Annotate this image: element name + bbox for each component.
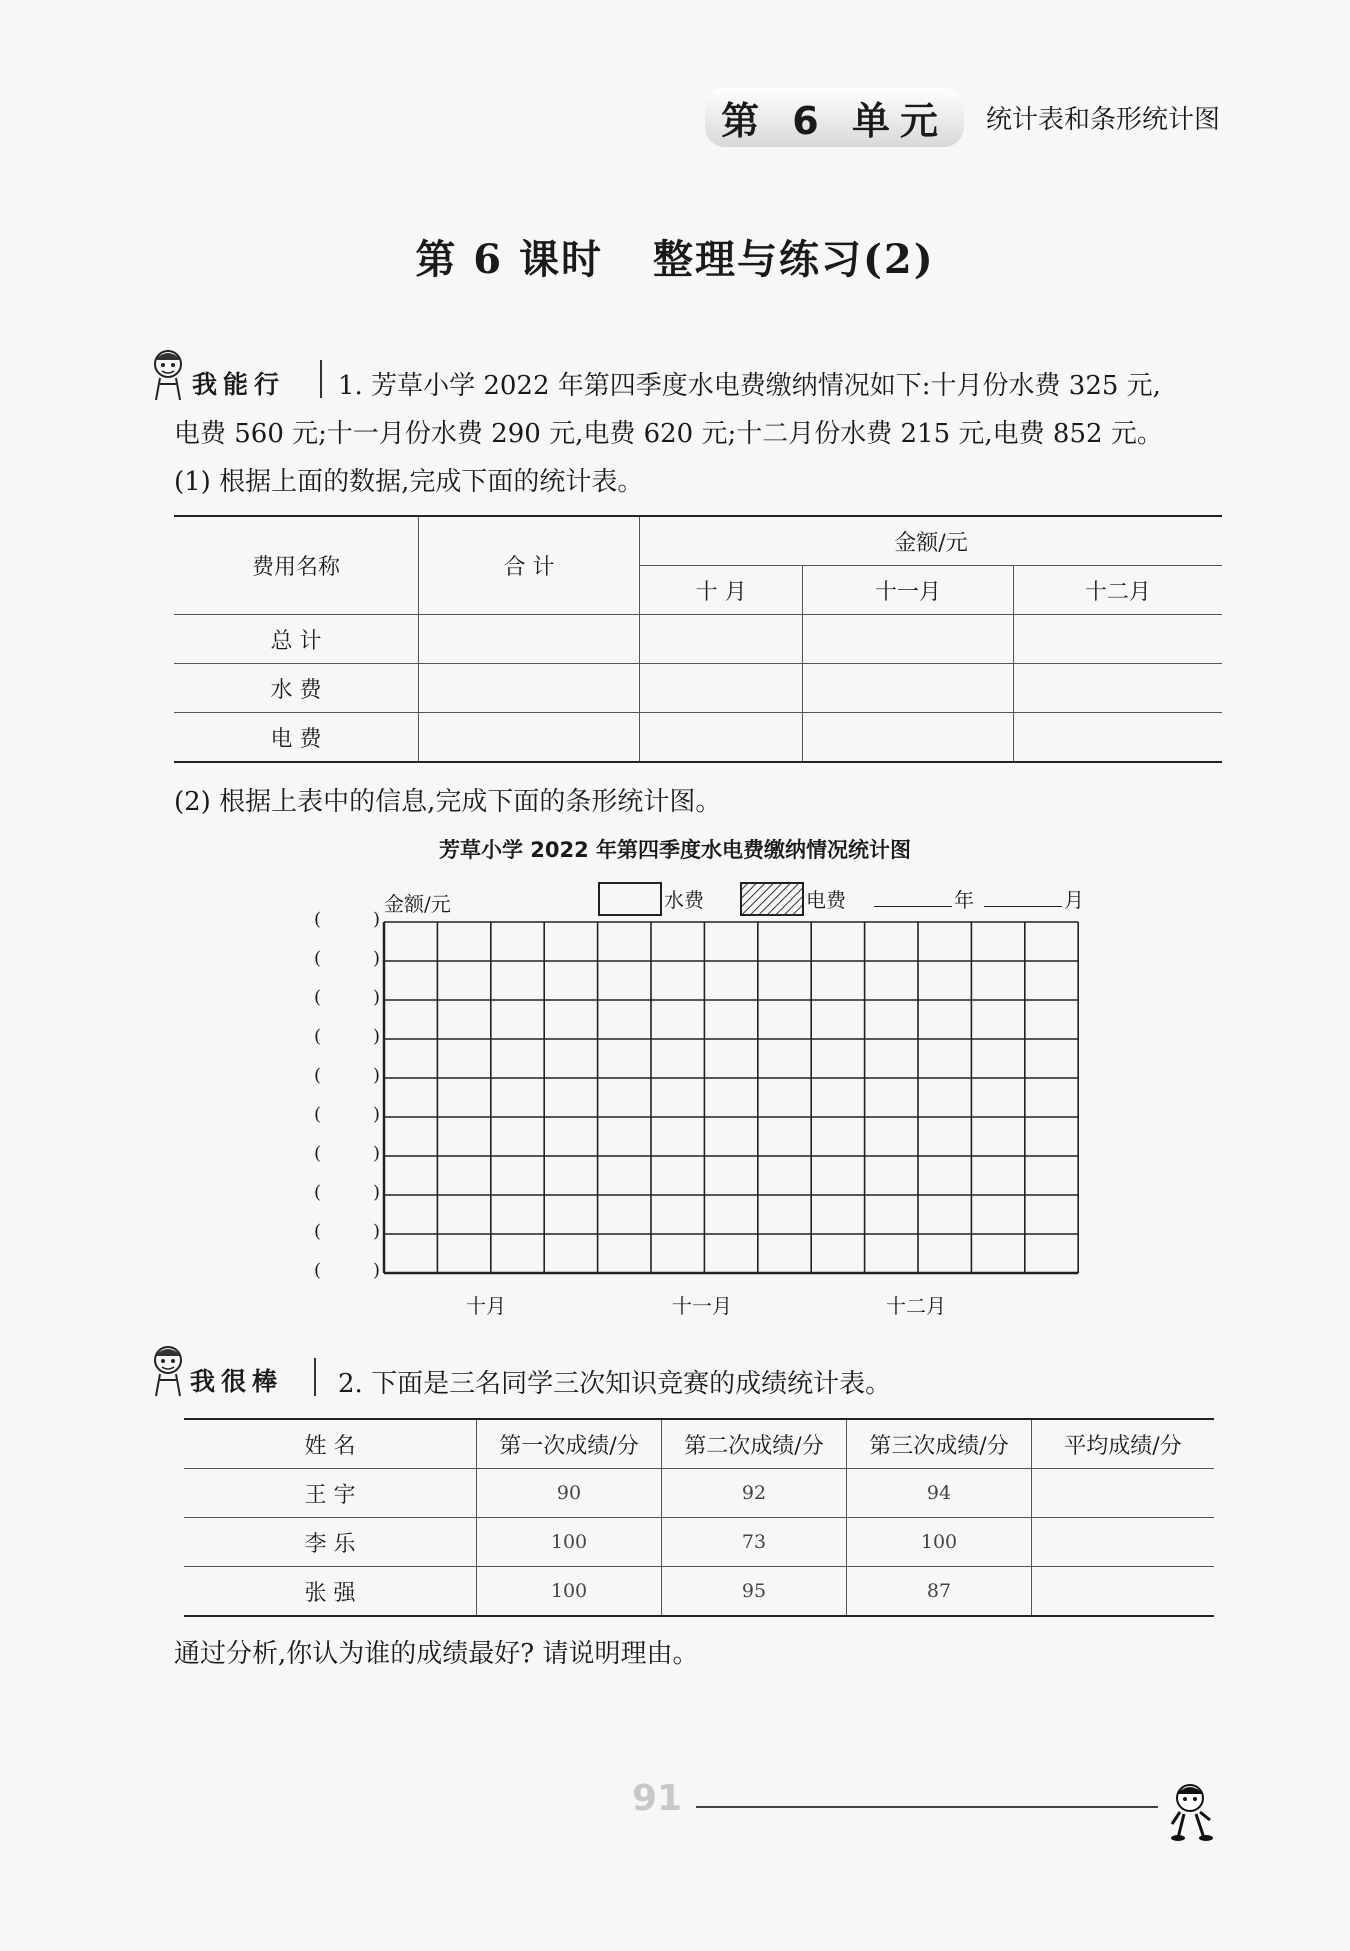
question1-part2: (2) 根据上表中的信息,完成下面的条形统计图。 — [174, 787, 722, 817]
y-tick-blank[interactable]: ( ) — [314, 1221, 380, 1242]
y-tick-blank[interactable]: ( ) — [314, 1182, 380, 1203]
y-tick-blank[interactable]: ( ) — [314, 948, 380, 969]
average-cell[interactable] — [1032, 1469, 1215, 1518]
question2-followup: 通过分析,你认为谁的成绩最好? 请说明理由。 — [174, 1639, 699, 1669]
empty-cell[interactable] — [803, 615, 1013, 664]
score-header: 第三次成绩/分 — [847, 1419, 1032, 1469]
question1-line2: 电费 560 元;十一月份水费 290 元,电费 620 元;十二月份水费 215 元,电费 852 元。 — [174, 419, 1163, 449]
student-name: 张 强 — [184, 1567, 477, 1617]
empty-cell[interactable] — [1013, 713, 1222, 763]
average-cell[interactable] — [1032, 1518, 1215, 1567]
empty-cell[interactable] — [1013, 664, 1222, 713]
x-label: 十一月 — [672, 1294, 732, 1318]
y-tick-blank[interactable]: ( ) — [314, 1104, 380, 1125]
month-header: 十 月 — [640, 566, 803, 615]
y-tick-blank[interactable]: ( ) — [314, 1260, 380, 1281]
score-cell: 73 — [662, 1518, 847, 1567]
row-label: 电 费 — [174, 713, 419, 763]
month-header: 十一月 — [803, 566, 1013, 615]
y-tick-blank[interactable]: ( ) — [314, 909, 380, 930]
empty-cell[interactable] — [803, 713, 1013, 763]
score-header: 姓 名 — [184, 1419, 477, 1469]
empty-cell[interactable] — [419, 615, 640, 664]
score-cell: 90 — [477, 1469, 662, 1518]
empty-cell[interactable] — [803, 664, 1013, 713]
unit-banner — [705, 92, 1220, 142]
row-label: 水 费 — [174, 664, 419, 713]
chart-title: 芳草小学 2022 年第四季度水电费缴纳情况统计图 — [438, 838, 912, 862]
score-cell: 95 — [662, 1567, 847, 1617]
score-cell: 94 — [847, 1469, 1032, 1518]
lesson-number: 第 6 课时 — [415, 236, 603, 283]
chart-grid — [380, 918, 1082, 1282]
x-label: 十二月 — [886, 1294, 946, 1318]
mascot-icon — [146, 1340, 190, 1398]
fee-table — [174, 515, 1222, 763]
chart-ylabel: 金额/元 — [384, 892, 451, 916]
question1-line1: 1. 芳草小学 2022 年第四季度水电费缴纳情况如下:十月份水费 325 元, — [338, 371, 1161, 401]
table-row — [184, 1567, 1214, 1617]
month-header: 十二月 — [1013, 566, 1222, 615]
question1-part1: (1) 根据上面的数据,完成下面的统计表。 — [174, 467, 644, 497]
tag-divider — [314, 1358, 316, 1396]
y-tick-blank[interactable]: ( ) — [314, 1026, 380, 1047]
student-name: 王 宇 — [184, 1469, 477, 1518]
empty-cell[interactable] — [640, 664, 803, 713]
score-cell: 87 — [847, 1567, 1032, 1617]
fee-amount-header: 金额/元 — [640, 516, 1223, 566]
score-table — [184, 1418, 1214, 1617]
question2: 2. 下面是三名同学三次知识竞赛的成绩统计表。 — [338, 1369, 892, 1399]
footer-line — [696, 1806, 1158, 1808]
table-row — [174, 713, 1222, 763]
fee-name-header: 费用名称 — [174, 516, 419, 615]
score-cell: 100 — [477, 1567, 662, 1617]
empty-cell[interactable] — [640, 615, 803, 664]
tag-divider — [320, 360, 322, 398]
empty-cell[interactable] — [1013, 615, 1222, 664]
score-cell: 92 — [662, 1469, 847, 1518]
student-name: 李 乐 — [184, 1518, 477, 1567]
score-header: 第二次成绩/分 — [662, 1419, 847, 1469]
mascot-icon — [146, 344, 190, 402]
unit-label: 第 6 单元 — [705, 88, 964, 147]
legend-water-swatch — [598, 882, 662, 916]
page-number: 91 — [632, 1778, 683, 1819]
month-label: 月 — [1064, 888, 1084, 912]
legend-electric-swatch — [740, 882, 804, 916]
y-tick-blank[interactable]: ( ) — [314, 1065, 380, 1086]
table-row — [184, 1469, 1214, 1518]
score-header: 第一次成绩/分 — [477, 1419, 662, 1469]
y-tick-blank[interactable]: ( ) — [314, 987, 380, 1008]
unit-subtitle: 统计表和条形统计图 — [985, 104, 1220, 135]
tag-very-good: 我很棒 — [190, 1367, 284, 1396]
empty-cell[interactable] — [419, 713, 640, 763]
fee-total-header: 合 计 — [419, 516, 640, 615]
legend-electric-label: 电费 — [806, 888, 846, 912]
month-blank[interactable] — [984, 906, 1062, 907]
score-header: 平均成绩/分 — [1032, 1419, 1215, 1469]
score-cell: 100 — [477, 1518, 662, 1567]
average-cell[interactable] — [1032, 1567, 1215, 1617]
running-mascot-icon — [1160, 1780, 1224, 1844]
score-cell: 100 — [847, 1518, 1032, 1567]
legend-water-label: 水费 — [664, 888, 704, 912]
year-blank[interactable] — [874, 906, 952, 907]
table-row — [174, 664, 1222, 713]
table-row — [184, 1518, 1214, 1567]
lesson-title — [0, 228, 1350, 285]
y-tick-blank[interactable]: ( ) — [314, 1143, 380, 1164]
year-label: 年 — [954, 888, 974, 912]
empty-cell[interactable] — [640, 713, 803, 763]
row-label: 总 计 — [174, 615, 419, 664]
lesson-name: 整理与练习(2) — [653, 236, 935, 283]
tag-i-can: 我能行 — [192, 370, 286, 399]
table-row — [174, 615, 1222, 664]
x-label: 十月 — [466, 1294, 506, 1318]
empty-cell[interactable] — [419, 664, 640, 713]
